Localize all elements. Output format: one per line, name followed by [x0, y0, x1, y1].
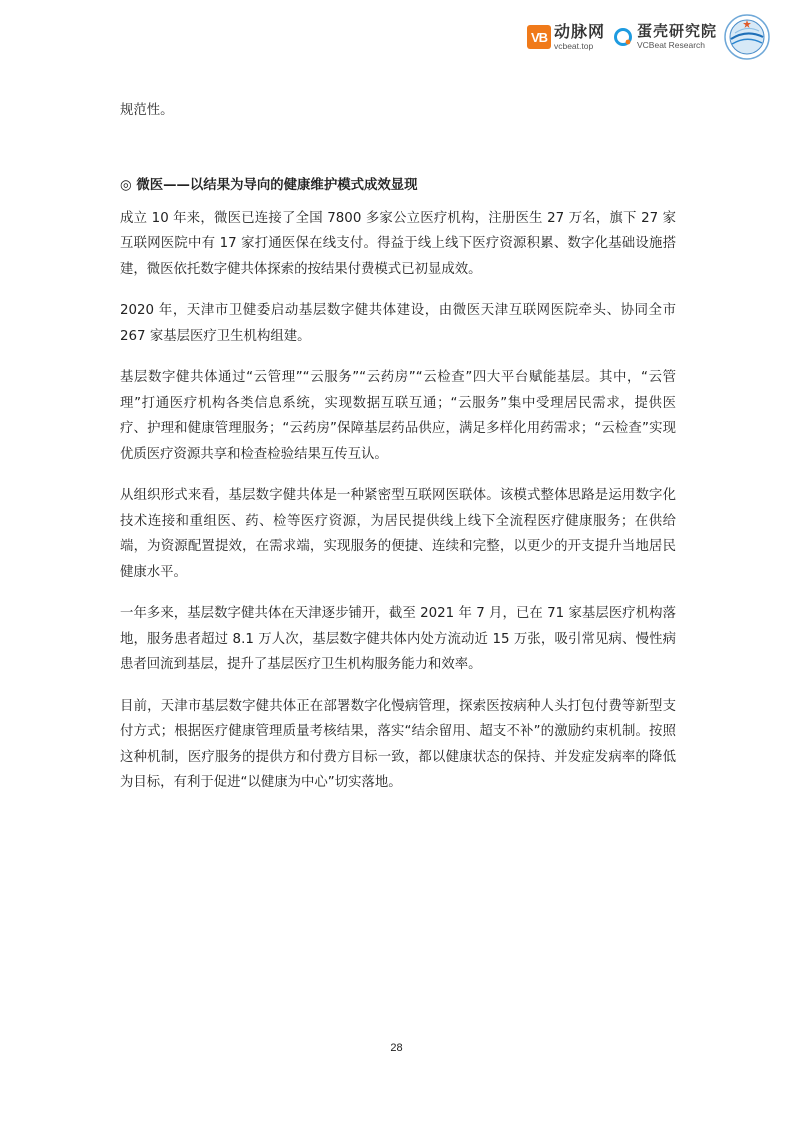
- section-heading: ◎ 微医——以结果为导向的健康维护模式成效显现: [120, 177, 418, 193]
- vcbeat-logo: [527, 21, 605, 51]
- egg-logo-icon: [613, 27, 633, 47]
- vcbeat-url: vcbeat.top: [553, 40, 594, 51]
- paragraph-tianjin-launch: 2020 年，天津市卫健委启动基层数字健共体建设，由微医天津互联网医院牵头、协同全市 267 家基层医疗卫生机构组建。: [120, 303, 676, 344]
- paragraph-four-platforms: 基层数字健共体通过“云管理”“云服务”“云药房”“云检查”四大平台赋能基层。其中，“云管理”打通医疗机构各类信息系统，实现数据互联互通；“云服务”集中受理居民需求，提供医疗、护理和健康管理服务；“云药房”保障基层药品供应，满足多样化用药需求；“云检查”实现优质医疗资源共享和检查检验结果互传互认。: [120, 370, 676, 462]
- paragraph-one-year-results: 一年多来，基层数字健共体在天津逐步铺开，截至 2021 年 7 月，已在 71 家基层医疗机构落地，服务患者超过 8.1 万人次，基层数字健共体内处方流动近 15 万张，吸引常见病、慢性病患者回流到基层，提升了基层医疗卫生机构服务能力和效率。: [120, 606, 676, 672]
- paragraph-weiyi-intro: 成立 10 年来，微医已连接了全国 7800 多家公立医疗机构，注册医生 27 万名，旗下 27 家互联网医院中有 17 家打通医保在线支付。得益于线上线下医疗资源积累、数字化基础设施搭建，微医依托数字健共体探索的按结果付费模式已初显成效。: [120, 210, 676, 277]
- research-name: 蛋壳研究院: [636, 22, 717, 41]
- research-english-name: VCBeat Research: [636, 40, 706, 51]
- globe-seal-icon: [723, 13, 771, 61]
- paragraph-organization-form: 从组织形式来看，基层数字健共体是一种紧密型互联网医联体。该模式整体思路是运用数字化技术连接和重组医、药、检等医疗资源，为居民提供线上线下全流程医疗健康服务；在供给端，为资源配置提效，在需求端，实现服务的便捷、连续和完整，以更少的开支提升当地居民健康水平。: [120, 488, 676, 580]
- page-number: 28: [390, 1042, 403, 1054]
- vcbeat-research-logo: [613, 24, 717, 50]
- page-body: [120, 98, 676, 796]
- vcbeat-mark-icon: VB: [527, 25, 551, 49]
- paragraph-current-deployment: 目前，天津市基层数字健共体正在部署数字化慢病管理，探索医按病种人头打包付费等新型支付方式；根据医疗健康管理质量考核结果，落实“结余留用、超支不补”的激励约束机制。按照这种机制，医疗服务的提供方和付费方目标一致，都以健康状态的保持、并发症发病率的降低为目标，有利于促进“以健康为中心”切实落地。: [120, 698, 676, 790]
- paragraph-continuation: 规范性。: [120, 103, 174, 118]
- header-logos: [527, 14, 771, 60]
- vcbeat-name: 动脉网: [553, 21, 605, 41]
